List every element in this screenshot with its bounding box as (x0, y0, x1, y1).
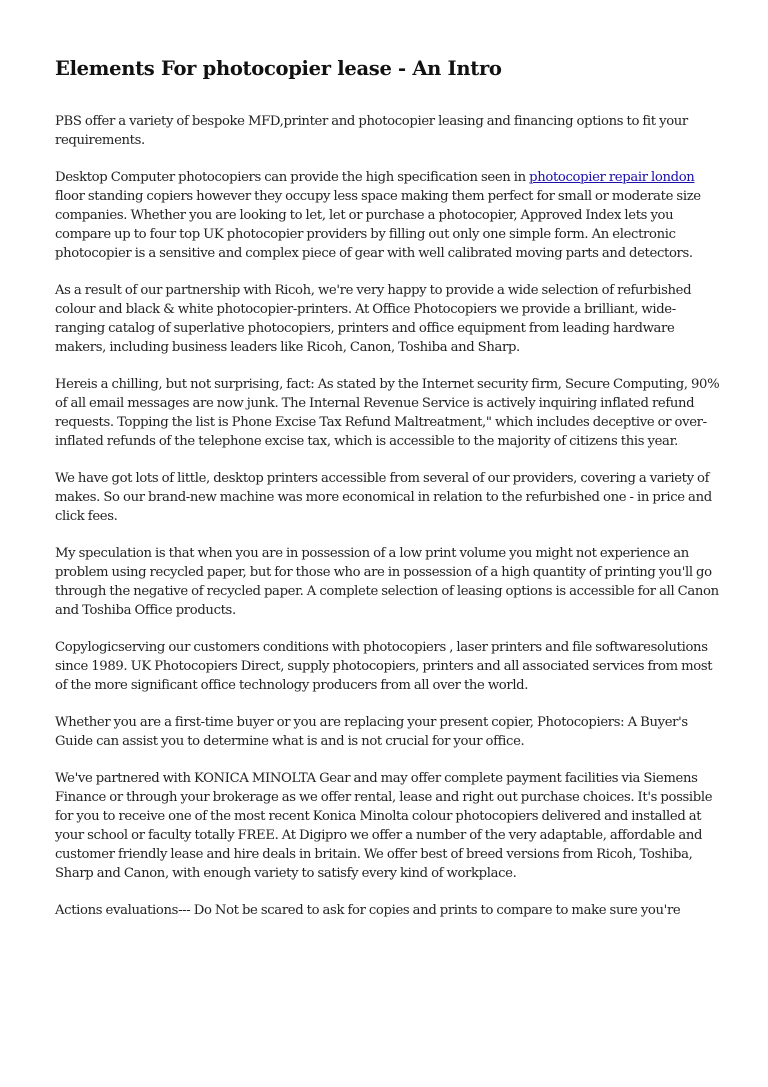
document-page (55, 56, 720, 938)
paragraph-konica-minolta: We've partnered with KONICA MINOLTA Gear and may offer complete payment facilities via Siemens Finance or through your brokerage as we offer rental, lease and right out purchase choices. It's possible for you to receive one of the most recent Konica Minolta colour photocopiers delivered and installed at your school or faculty totally FREE. At Digipro we offer a number of the very adaptable, affordable and customer friendly lease and hire deals in britain. We offer best of breed versions from Ricoh, Toshiba, Sharp and Canon, with enough variety to satisfy every kind of workplace. (55, 771, 713, 881)
paragraph-copylogic: Copylogicserving our customers conditions with photocopiers , laser printers and file softwaresolutions since 1989. UK Photocopiers Direct, supply photocopiers, printers and all associated services from most of the more significant office technology producers from all over the world. (55, 640, 713, 693)
paragraph-intro: PBS offer a variety of bespoke MFD,printer and photocopier leasing and financing options to fit your requirements. (55, 114, 688, 148)
paragraph-actions-evaluations: Actions evaluations--- Do Not be scared to ask for copies and prints to compare to make sure you're (55, 903, 681, 918)
paragraph-recycled-paper: My speculation is that when you are in possession of a low print volume you might not experience an problem using recycled paper, but for those who are in possession of a high quantity of printing you'll go through the negative of recycled paper. A complete selection of leasing options is accessible for all Canon and Toshiba Office products. (55, 546, 719, 618)
paragraph-text-before-link: Desktop Computer photocopiers can provide the high specification seen in (55, 170, 530, 185)
paragraph-text-after-link: floor standing copiers however they occupy less space making them perfect for small or moderate size companies. Whether you are looking to let, let or purchase a photocopier, Approved Index lets you compare up to four top UK photocopier providers by filling out only one simple form. An electronic photocopier is a sensitive and complex piece of gear with well calibrated moving parts and detectors. (55, 189, 701, 261)
photocopier-repair-london-link[interactable]: photocopier repair london (529, 170, 695, 185)
paragraph-desktop-photocopiers (55, 168, 720, 263)
paragraph-security-fact: Hereis a chilling, but not surprising, fact: As stated by the Internet security firm, Secure Computing, 90% of all email messages are now junk. The Internal Revenue Service is actively inquiring inflated refund requests. Topping the list is Phone Excise Tax Refund Maltreatment," which includes deceptive or over-inflated refunds of the telephone excise tax, which is accessible to the majority of citizens this year. (55, 377, 720, 449)
document-title: Elements For photocopier lease - An Intro (55, 57, 502, 80)
paragraph-ricoh-partnership: As a result of our partnership with Ricoh, we're very happy to provide a wide selection of refurbished colour and black & white photocopier-printers. At Office Photocopiers we provide a brilliant, wide-ranging catalog of superlative photocopiers, printers and office equipment from leading hardware makers, including business leaders like Ricoh, Canon, Toshiba and Sharp. (55, 283, 692, 355)
paragraph-desktop-printers: We have got lots of little, desktop printers accessible from several of our providers, covering a variety of makes. So our brand-new machine was more economical in relation to the refurbished one - in price and click fees. (55, 471, 712, 524)
paragraph-buyers-guide: Whether you are a first-time buyer or you are replacing your present copier, Photocopiers: A Buyer's Guide can assist you to determine what is and is not crucial for your office. (55, 715, 688, 749)
